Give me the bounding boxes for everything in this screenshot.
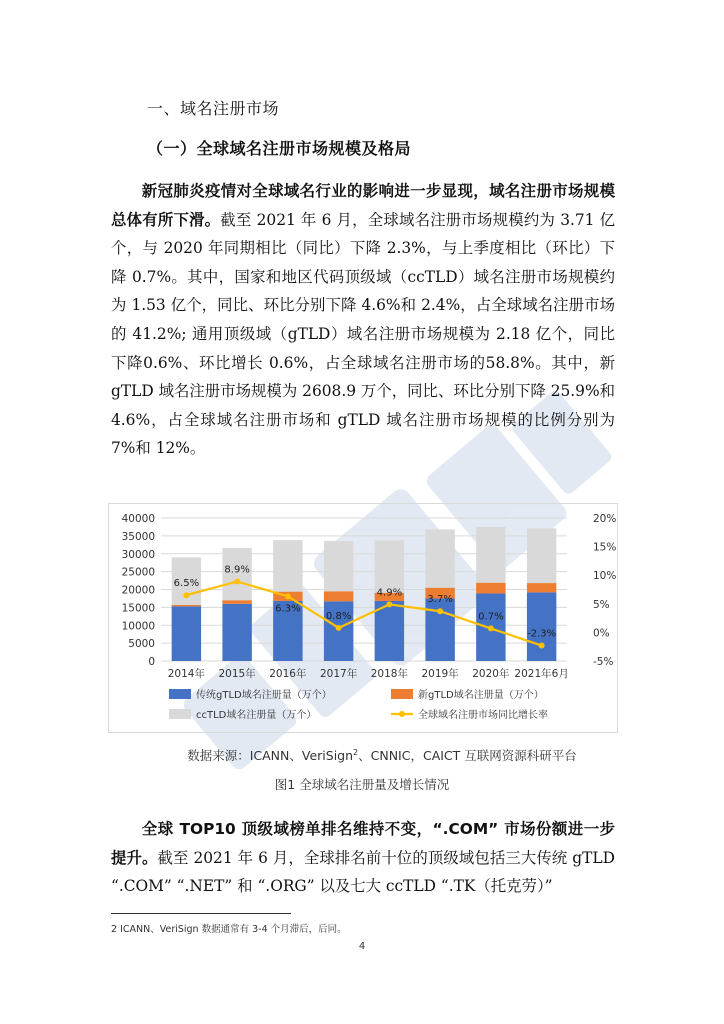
growth-rate-point bbox=[285, 593, 291, 599]
growth-rate-point bbox=[336, 625, 342, 631]
bar-segment bbox=[324, 591, 353, 601]
bar-segment bbox=[222, 604, 251, 661]
legend-swatch bbox=[391, 689, 413, 699]
bar-segment bbox=[375, 540, 404, 593]
y2-tick-label: 5% bbox=[593, 598, 610, 611]
domain-registration-chart bbox=[109, 504, 617, 732]
y2-tick-label: 20% bbox=[593, 513, 617, 525]
data-label: 0.8% bbox=[325, 610, 352, 622]
y2-tick-label: 10% bbox=[593, 570, 617, 583]
figure-caption: 图1 全球域名注册量及增长情况 bbox=[274, 777, 450, 792]
data-label: 8.9% bbox=[224, 564, 250, 576]
legend-label: 传统gTLD域名注册量（万个） bbox=[196, 690, 332, 701]
paragraph-lead: 新冠肺炎疫情对全球域名行业的影响进一步显现，域名注册市场规模总体有所下滑。 bbox=[111, 182, 615, 229]
bar-segment bbox=[273, 540, 302, 591]
bar-segment bbox=[425, 529, 454, 587]
bar-segment bbox=[476, 583, 505, 594]
growth-rate-point bbox=[234, 578, 240, 584]
source-caption-suffix: 、CNNIC，CAICT 互联网资源科研平台 bbox=[358, 748, 577, 763]
bar-segment bbox=[527, 592, 556, 661]
x-tick-label: 2021年6月 bbox=[514, 668, 569, 680]
paragraph-lead: 全球 TOP10 顶级域榜单排名维持不变，“.COM” 市场份额进一步提升。 bbox=[111, 820, 615, 867]
legend-swatch bbox=[169, 689, 191, 699]
growth-rate-point bbox=[386, 601, 392, 607]
y2-tick-label: 15% bbox=[593, 541, 617, 554]
paragraph-body: 截至 2021 年 6 月，全球排名前十位的顶级域包括三大传统 gTLD “.COM” “.NET” 和 “.ORG” 以及七大 ccTLD “.TK（托克劳）” bbox=[111, 848, 615, 896]
paragraph-market-size bbox=[111, 177, 615, 463]
y-tick-label: 0 bbox=[148, 656, 155, 668]
legend-swatch-marker bbox=[399, 711, 405, 717]
footnote-divider bbox=[111, 913, 291, 914]
y-tick-label: 35000 bbox=[121, 530, 155, 543]
x-tick-label: 2014年 bbox=[167, 668, 205, 680]
bar-segment bbox=[324, 541, 353, 591]
source-caption-prefix: 数据来源：ICANN、VeriSign bbox=[187, 748, 354, 763]
y-tick-label: 10000 bbox=[121, 620, 155, 633]
y-tick-label: 15000 bbox=[121, 602, 155, 615]
data-label: 0.7% bbox=[478, 611, 504, 623]
y-tick-label: 20000 bbox=[121, 584, 155, 597]
paragraph-top10 bbox=[111, 815, 615, 901]
data-label: 3.7% bbox=[427, 594, 453, 606]
growth-rate-point bbox=[437, 608, 443, 614]
page-number: 4 bbox=[358, 941, 366, 952]
chart-frame bbox=[108, 503, 618, 733]
data-label: 6.5% bbox=[173, 578, 200, 590]
bar-segment bbox=[425, 598, 454, 661]
growth-rate-point bbox=[183, 592, 189, 598]
footnote-ref: 2 bbox=[353, 747, 359, 757]
x-tick-label: 2018年 bbox=[370, 668, 408, 680]
bar-segment bbox=[172, 605, 201, 606]
subsection-heading: （一）全球域名注册市场规模及格局 bbox=[147, 139, 412, 158]
legend-label: 新gTLD域名注册量（万个） bbox=[418, 690, 544, 701]
data-label: 4.9% bbox=[376, 587, 403, 599]
y-tick-label: 40000 bbox=[121, 513, 155, 525]
bar-segment bbox=[527, 528, 556, 583]
paragraph-body: 截至 2021 年 6 月，全球域名注册市场规模约为 3.71 亿个，与 2020 年同期相比（同比）下降 2.3%，与上季度相比（环比）下降 0.7%。其中，国家和地区代码顶级域（ccTLD）域名注册市场规模约为 1.53 亿个，同比、环比分别下降 4.6%和 2.4%，占全球域名注册市场的 41.2%; 通用顶级域（gTLD）域名注册市场规模为 2.18 亿个，同比下降0.6%、环比增长 0.6%，占全球域名注册市场的58.8%。其中，新 gTLD 域名注册市场规模为 2608.9 万个，同比、环比分别下降 25.9%和 4.6%，占全球域名注册市场和 gTLD 域名注册市场规模的比例分别为 7%和 12%。 bbox=[111, 210, 615, 458]
y2-tick-label: -5% bbox=[593, 656, 614, 668]
x-tick-label: 2015年 bbox=[218, 668, 256, 680]
legend-label: ccTLD域名注册量（万个） bbox=[196, 710, 317, 721]
data-label: -2.3% bbox=[527, 628, 557, 640]
data-label: 6.3% bbox=[275, 603, 301, 615]
legend-swatch bbox=[169, 709, 191, 719]
footnote: 2 ICANN、VeriSign 数据通常有 3-4 个月滞后，后同。 bbox=[111, 924, 347, 935]
x-tick-label: 2017年 bbox=[320, 668, 358, 680]
y-tick-label: 5000 bbox=[128, 638, 155, 651]
source-caption bbox=[0, 746, 724, 764]
section-heading: 一、域名注册市场 bbox=[147, 99, 280, 118]
bar-segment bbox=[222, 600, 251, 604]
y2-tick-label: 0% bbox=[593, 627, 610, 640]
legend-label: 全球域名注册市场同比增长率 bbox=[418, 710, 548, 721]
x-tick-label: 2020年 bbox=[472, 668, 510, 680]
x-tick-label: 2019年 bbox=[421, 668, 459, 680]
growth-rate-point bbox=[488, 625, 494, 631]
y-tick-label: 30000 bbox=[121, 548, 155, 561]
bar-segment bbox=[172, 606, 201, 661]
bar-segment bbox=[527, 583, 556, 592]
y-tick-label: 25000 bbox=[121, 566, 155, 579]
bar-segment bbox=[476, 527, 505, 583]
growth-rate-point bbox=[539, 643, 545, 649]
x-tick-label: 2016年 bbox=[269, 668, 307, 680]
